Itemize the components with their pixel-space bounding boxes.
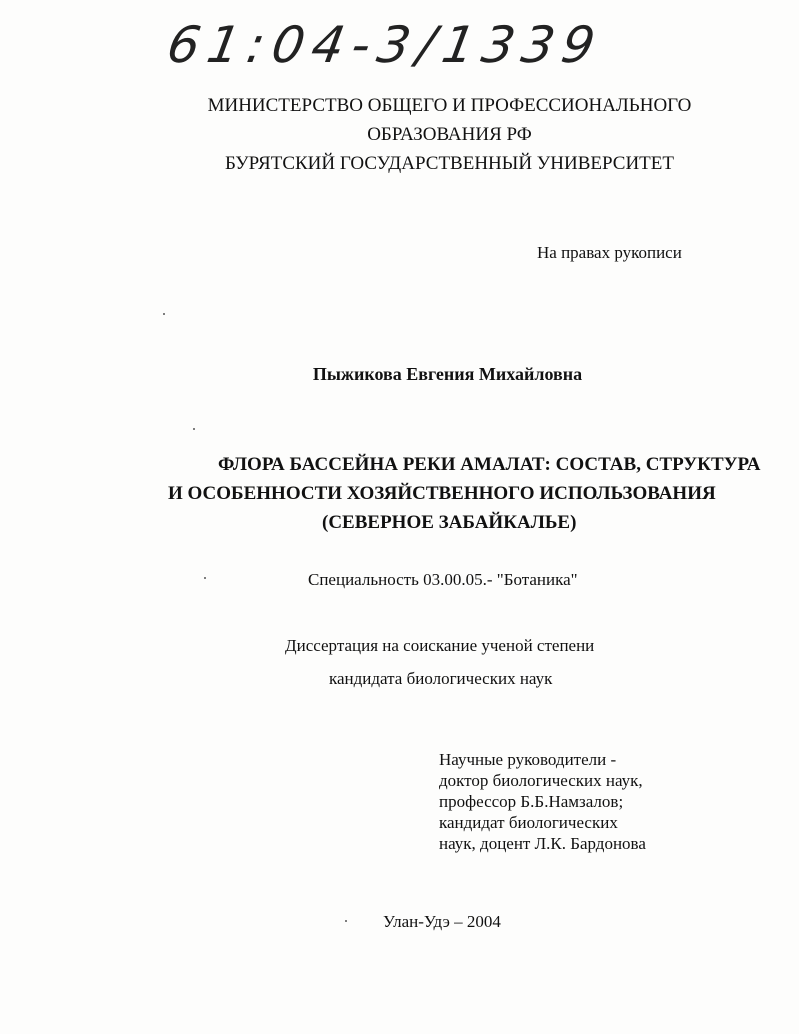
scan-speck	[193, 428, 195, 430]
scan-speck	[163, 313, 165, 315]
ministry-line-1: МИНИСТЕРСТВО ОБЩЕГО И ПРОФЕССИОНАЛЬНОГО	[207, 95, 692, 116]
ministry-line-2: ОБРАЗОВАНИЯ РФ	[367, 124, 532, 145]
supervisors-line-2: доктор биологических наук,	[439, 771, 643, 790]
title-line-2: И ОСОБЕННОСТИ ХОЗЯЙСТВЕННОГО ИСПОЛЬЗОВАНИЯ	[168, 483, 716, 504]
supervisors-line-5: наук, доцент Л.К. Бардонова	[439, 834, 646, 853]
rights-note: На правах рукописи	[537, 243, 682, 262]
supervisors-line-3: профессор Б.Б.Намзалов;	[439, 792, 624, 811]
scan-speck	[345, 920, 347, 922]
supervisors-line-4: кандидат биологических	[439, 813, 618, 832]
scan-speck	[204, 577, 206, 579]
supervisors-line-1: Научные руководители -	[439, 750, 617, 769]
institution-header	[0, 91, 799, 178]
title-line-1: ФЛОРА БАССЕЙНА РЕКИ АМАЛАТ: СОСТАВ, СТРУКТУРА	[218, 454, 761, 475]
degree-line-1: Диссертация на соискание ученой степени	[285, 636, 595, 655]
specialty: Специальность 03.00.05.- "Ботаника"	[308, 570, 578, 589]
handwritten-archive-code: 61:04-3/1339	[162, 16, 608, 74]
supervisors-block	[439, 749, 646, 854]
place-and-year: Улан-Удэ – 2004	[383, 912, 501, 931]
title-line-3: (СЕВЕРНОЕ ЗАБАЙКАЛЬЕ)	[322, 512, 577, 533]
university-name: БУРЯТСКИЙ ГОСУДАРСТВЕННЫЙ УНИВЕРСИТЕТ	[224, 153, 674, 174]
author-name: Пыжикова Евгения Михайловна	[312, 364, 583, 384]
degree-line-2: кандидата биологических наук	[329, 669, 553, 688]
